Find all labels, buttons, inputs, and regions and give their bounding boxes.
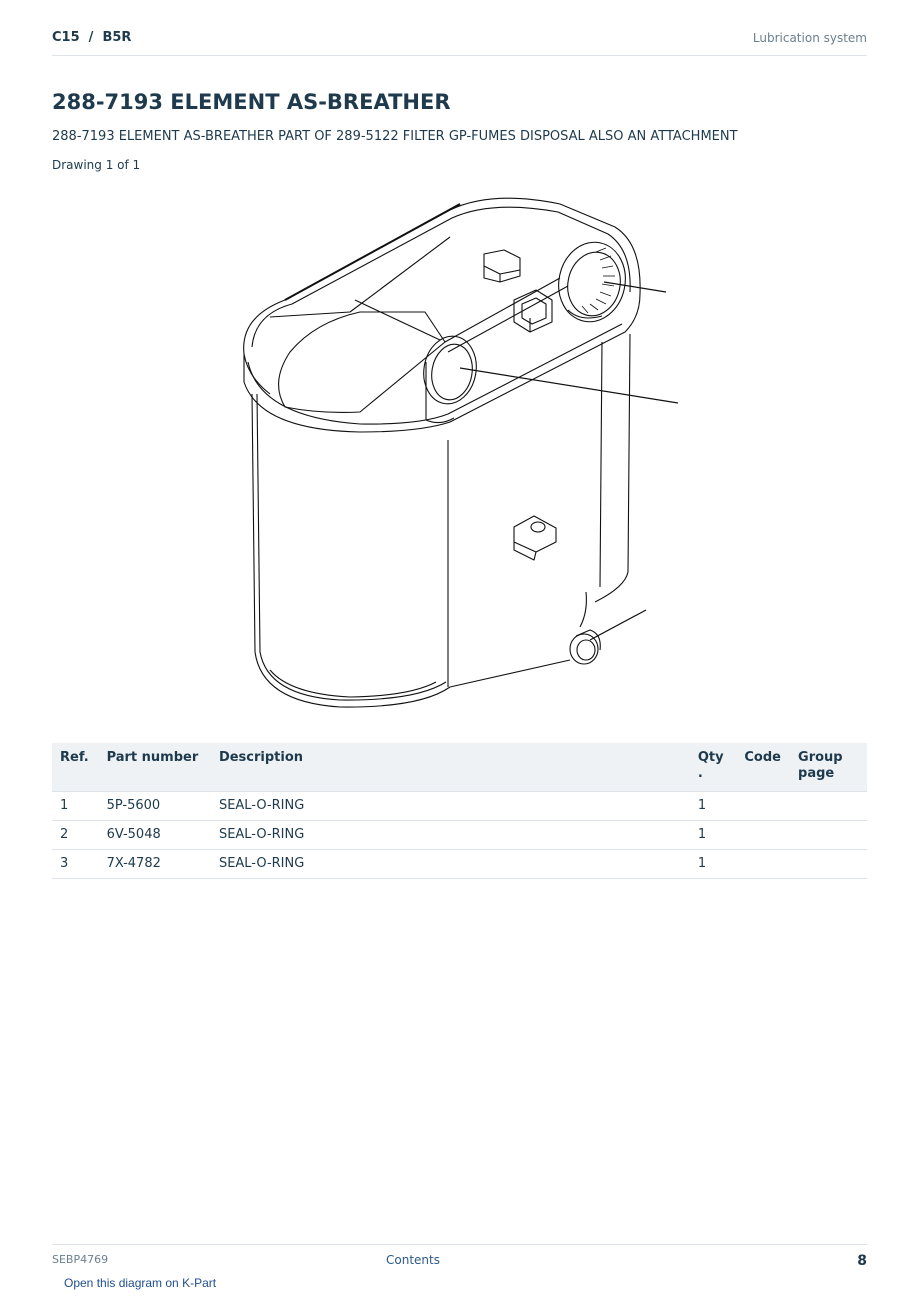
page-footer [52, 1244, 867, 1275]
cell-part-number: 5P-5600 [99, 792, 211, 821]
col-description: Description [211, 743, 690, 792]
col-code: Code [736, 743, 790, 792]
cell-qty: 1 [690, 792, 737, 821]
cell-description: SEAL-O-RING [211, 821, 690, 850]
section-label: Lubrication system [752, 31, 867, 45]
cell-ref: 2 [52, 821, 99, 850]
cell-code [736, 850, 790, 879]
cell-ref: 1 [52, 792, 99, 821]
cell-description: SEAL-O-RING [211, 792, 690, 821]
cell-part-number: 7X-4782 [99, 850, 211, 879]
cell-group-page [790, 850, 867, 879]
table-header-row [52, 743, 867, 792]
table-row [52, 792, 867, 821]
cell-code [736, 821, 790, 850]
cell-qty: 1 [690, 850, 737, 879]
cell-qty: 1 [690, 821, 737, 850]
drawing-label: Drawing 1 of 1 [52, 158, 141, 172]
cell-code [736, 792, 790, 821]
col-ref: Ref. [52, 743, 99, 792]
contents-link[interactable]: Contents [386, 1253, 440, 1267]
document-id: SEBP4769 [52, 1253, 109, 1266]
cell-part-number: 6V-5048 [99, 821, 211, 850]
cell-group-page [790, 821, 867, 850]
page-subtitle: 288-7193 ELEMENT AS-BREATHER PART OF 289-5122 FILTER GP-FUMES DISPOSAL ALSO AN ATTACHMENT [52, 129, 738, 144]
page-number: 8 [857, 1253, 867, 1269]
col-part-number: Part number [99, 743, 211, 792]
table-row [52, 821, 867, 850]
table-row [52, 850, 867, 879]
parts-table [52, 743, 867, 879]
kpart-link[interactable]: Open this diagram on K-Part [64, 1276, 217, 1290]
page-title: 288-7193 ELEMENT AS-BREATHER [52, 90, 451, 114]
cell-group-page [790, 792, 867, 821]
parts-diagram [230, 182, 690, 722]
cell-ref: 3 [52, 850, 99, 879]
col-qty: Qty . [690, 743, 737, 792]
col-group-page: Group page [790, 743, 867, 792]
page-header [52, 28, 867, 56]
model-label: C15 / B5R [52, 30, 132, 45]
cell-description: SEAL-O-RING [211, 850, 690, 879]
